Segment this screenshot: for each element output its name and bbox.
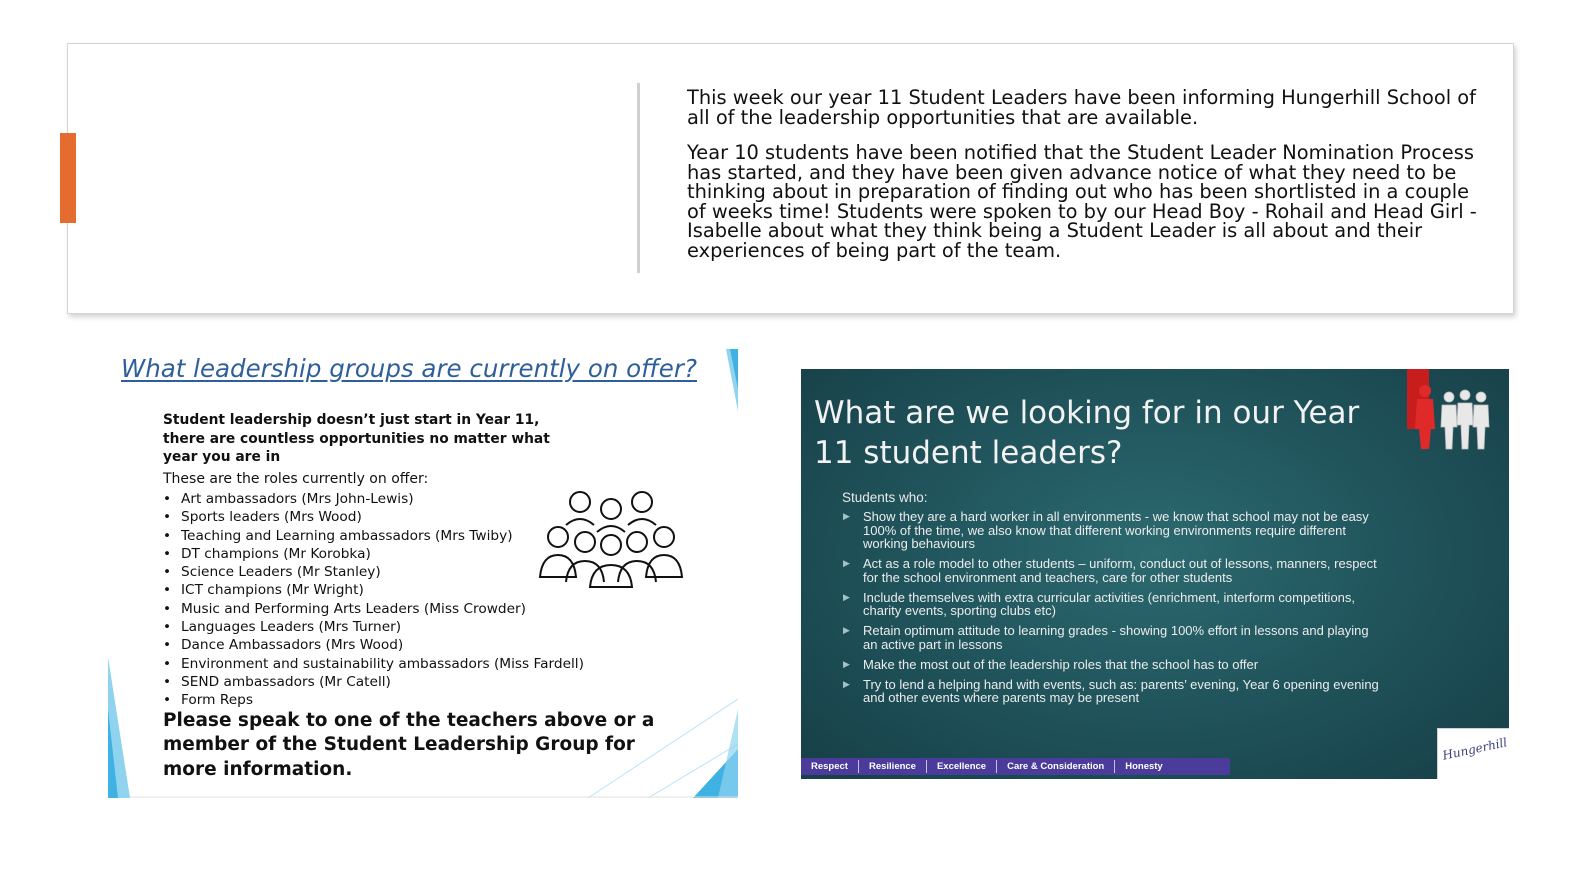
leader-figures-icon	[1407, 369, 1497, 455]
accent-bar	[60, 133, 76, 223]
slide-title: What are we looking for in our Year 11 student leaders?	[814, 395, 1360, 471]
list-item: ▶ Show they are a hard worker in all environments - we know that school may not be easy 100% of the time, we also know that different working environments require different working behaviours	[842, 510, 1382, 551]
list-item: • Art ambassadors (Mrs John-Lewis)	[163, 490, 584, 508]
list-item: ▶ Try to lend a helping hand with events, such as: parents’ evening, Year 6 opening evening and other events where parents may be present	[842, 678, 1382, 705]
slide-intro: Student leadership doesn’t just start in Year 11, there are countless opportunities no matter what year you are in	[163, 412, 550, 465]
value-label: Excellence	[927, 760, 997, 773]
value-label: Honesty	[1125, 761, 1163, 772]
roles-list	[163, 490, 584, 710]
card-divider	[637, 83, 640, 273]
school-logo	[1437, 728, 1509, 779]
criteria-list	[842, 510, 1382, 711]
list-item: • Form Reps	[163, 691, 584, 709]
list-item: • Dance Ambassadors (Mrs Wood)	[163, 636, 584, 654]
list-item: ▶ Act as a role model to other students – uniform, conduct out of lessons, manners, respect for the school environment and teachers, care for other students	[842, 557, 1382, 584]
intro-text	[687, 88, 1477, 276]
list-item: • ICT champions (Mr Wright)	[163, 581, 584, 599]
value-label: Respect	[801, 760, 859, 773]
list-item: ▶ Make the most out of the leadership roles that the school has to offer	[842, 658, 1382, 672]
roles-heading: These are the roles currently on offer:	[163, 471, 429, 487]
value-label: Resilience	[859, 760, 927, 773]
list-item: • Environment and sustainability ambassadors (Miss Fardell)	[163, 655, 584, 673]
list-item: • Music and Performing Arts Leaders (Miss Crowder)	[163, 600, 584, 618]
intro-paragraph: Year 10 students have been notified that the Student Leader Nomination Process has started, and they have been given advance notice of what they need to be thinking about in preparation of finding out who has been shortlisted in a couple of weeks time! Students were spoken to by our Head Boy - Rohail and Head Girl - Isabelle about what they think being a Student Leader is all about and their experiences of being part of the team.	[687, 141, 1477, 262]
slide-title: What leadership groups are currently on offer?	[121, 354, 697, 383]
slide-footer: Please speak to one of the teachers above or a member of the Student Leadership Group for more information.	[163, 710, 655, 780]
logo-text: Hungerhill	[1441, 735, 1509, 763]
list-item: • SEND ambassadors (Mr Catell)	[163, 673, 584, 691]
list-item: ▶ Retain optimum attitude to learning grades - showing 100% effort in lessons and playing an active part in lessons	[842, 624, 1382, 651]
year11-leaders-slide	[801, 369, 1509, 779]
leadership-groups-slide	[108, 349, 738, 798]
intro-paragraph: This week our year 11 Student Leaders have been informing Hungerhill School of all of the leadership opportunities that are available.	[687, 86, 1476, 129]
school-values-bar	[801, 758, 1230, 775]
list-item: • DT champions (Mr Korobka)	[163, 545, 584, 563]
group-of-people-icon	[538, 487, 684, 593]
list-item: • Languages Leaders (Mrs Turner)	[163, 618, 584, 636]
list-item: • Science Leaders (Mr Stanley)	[163, 563, 584, 581]
value-label: Care & Consideration	[997, 760, 1115, 773]
list-item: ▶ Include themselves with extra curricular activities (enrichment, interform competitions, charity events, sporting clubs etc)	[842, 591, 1382, 618]
slide-intro: Students who:	[842, 490, 928, 505]
list-item: • Teaching and Learning ambassadors (Mrs Twiby)	[163, 527, 584, 545]
list-item: • Sports leaders (Mrs Wood)	[163, 508, 584, 526]
